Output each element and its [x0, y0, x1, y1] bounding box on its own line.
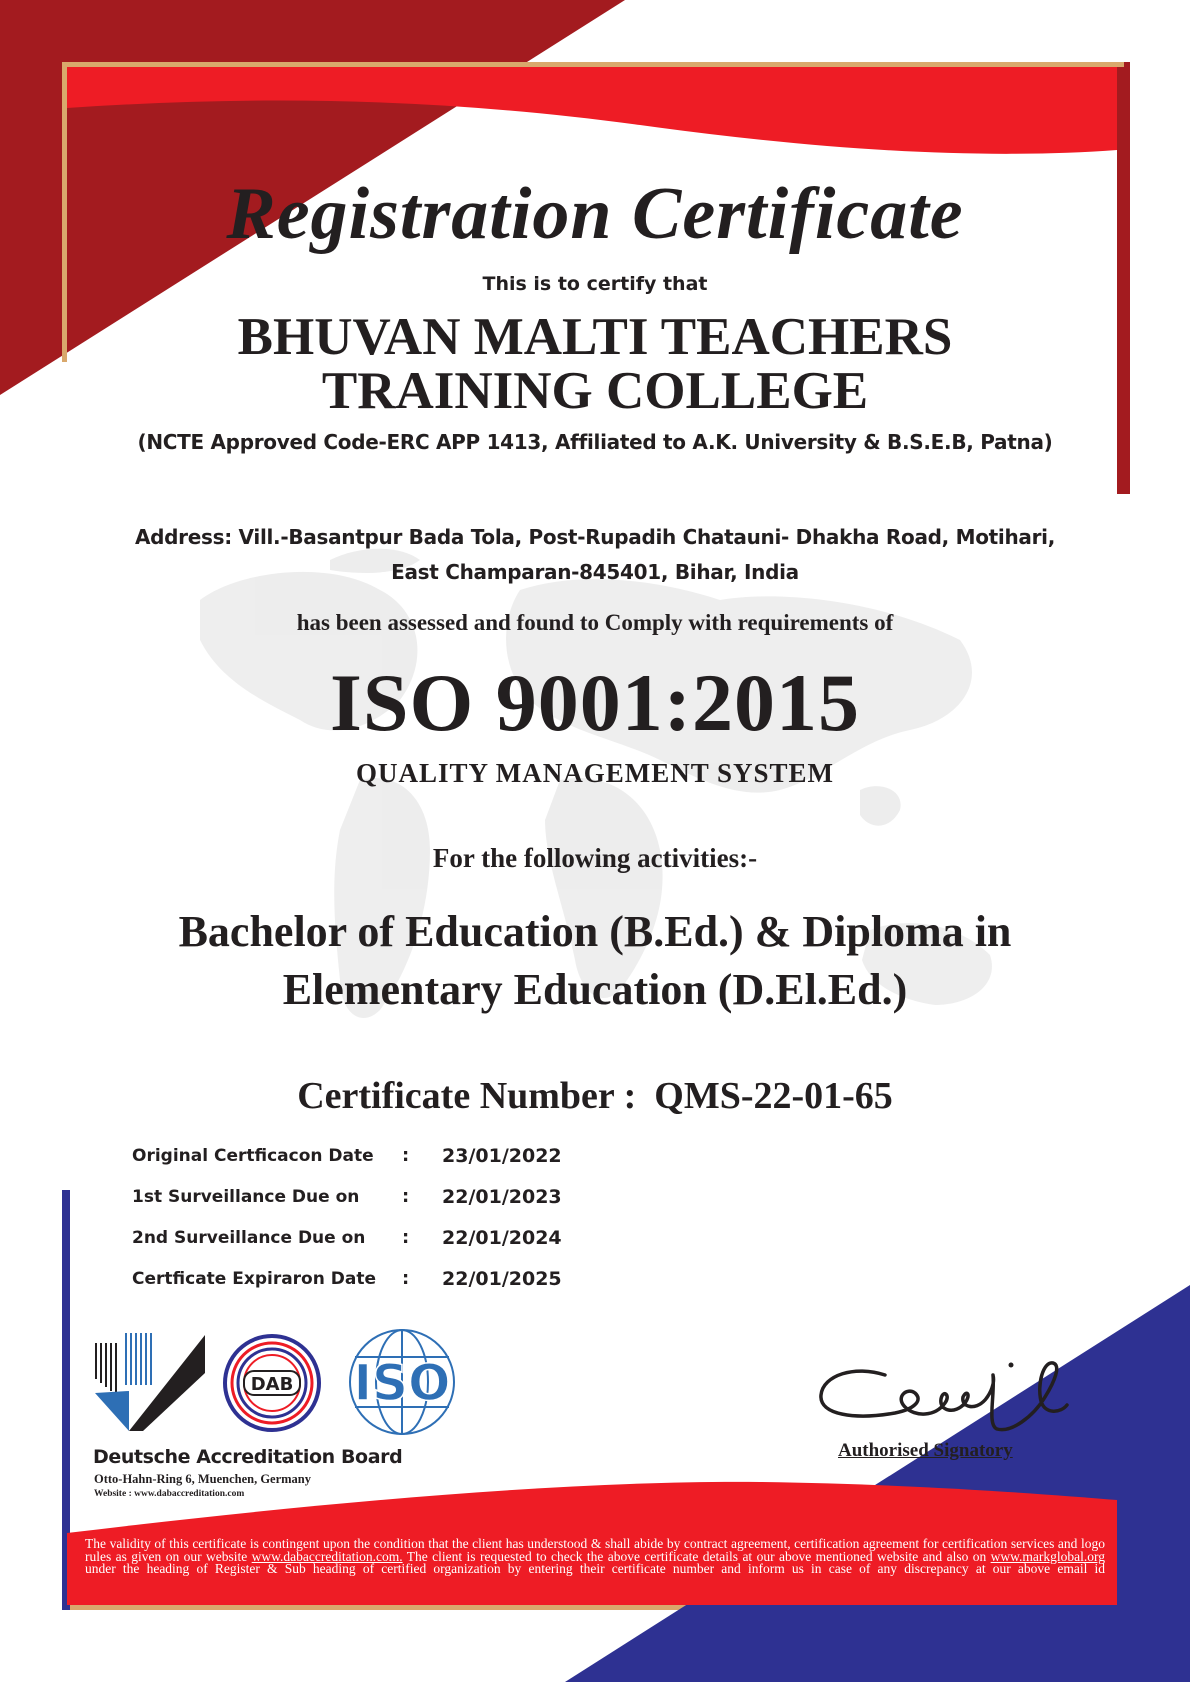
- dab-board-logo-icon: [93, 1333, 208, 1433]
- iso-logo-text: ISO: [353, 1354, 451, 1412]
- certificate-number-value: QMS-22-01-65: [654, 1075, 893, 1117]
- date-row: [132, 1176, 562, 1217]
- disclaimer-text-1: The validity of this certificate is contingent upon the condition that the client has understood & shall abide by contract agreement, certification agreement for certification services and logo rules as given on our website: [85, 1536, 1105, 1564]
- signature-image: [815, 1345, 1080, 1445]
- accreditation-website: Website : www.dabaccreditation.com: [94, 1489, 245, 1499]
- date-row: [132, 1258, 562, 1299]
- activities: [0, 903, 1190, 1019]
- date-row: [132, 1135, 562, 1176]
- authorised-signatory-label: Authorised Signatory: [838, 1440, 1013, 1461]
- organization-name: [0, 310, 1190, 418]
- date-value: 22/01/2024: [442, 1226, 562, 1249]
- dates-table: [132, 1135, 562, 1299]
- date-label: Original Certficacon Date: [132, 1145, 374, 1166]
- dab-seal-logo: [222, 1333, 322, 1433]
- date-separator: :: [402, 1186, 410, 1207]
- markglobal-website-link[interactable]: www.markglobal.org: [990, 1548, 1105, 1564]
- address-line1: Address: Vill.-Basantpur Bada Tola, Post-Rupadih Chatauni- Dhakha Road, Motihari,: [134, 525, 1056, 549]
- activities-heading: For the following activities:-: [432, 843, 758, 873]
- date-value: 22/01/2025: [442, 1267, 562, 1290]
- organization-name-line1: BHUVAN MALTI TEACHERS: [237, 308, 953, 366]
- date-label: Certficate Expiraron Date: [132, 1268, 376, 1289]
- certify-line: This is to certify that: [482, 273, 708, 295]
- date-separator: :: [402, 1145, 410, 1166]
- dab-website-link[interactable]: www.dabaccreditation.com.: [251, 1548, 403, 1564]
- validity-disclaimer: [85, 1538, 1105, 1576]
- date-label: 1st Surveillance Due on: [132, 1186, 360, 1207]
- date-value: 23/01/2022: [442, 1144, 562, 1167]
- date-separator: :: [402, 1227, 410, 1248]
- address: [0, 520, 1190, 590]
- approval-line: (NCTE Approved Code-ERC APP 1413, Affiliated to A.K. University & B.S.E.B, Patna): [137, 430, 1053, 454]
- date-label: 2nd Surveillance Due on: [132, 1227, 366, 1248]
- activities-line1: Bachelor of Education (B.Ed.) & Diploma in: [178, 907, 1012, 956]
- accreditation-name: Deutsche Accreditation Board: [93, 1446, 403, 1468]
- dab-seal-text: DAB: [250, 1374, 294, 1395]
- certificate-number-label: Certificate Number :: [297, 1075, 637, 1117]
- certificate-number: [0, 1074, 1190, 1118]
- disclaimer-text-3: under the heading of Register & Sub heading of certified organization by entering their certificate number and inform us in case of any discrepancy at our above email id: [85, 1561, 1105, 1576]
- address-line2: East Champaran-845401, Bihar, India: [391, 560, 799, 584]
- system-name: QUALITY MANAGEMENT SYSTEM: [355, 758, 835, 788]
- iso-logo: [335, 1327, 470, 1437]
- date-separator: :: [402, 1268, 410, 1289]
- date-value: 22/01/2023: [442, 1185, 562, 1208]
- certificate-title: Registration Certificate: [226, 173, 964, 255]
- standard-title: ISO 9001:2015: [329, 657, 861, 748]
- assessed-text: has been assessed and found to Comply with requirements of: [296, 610, 894, 635]
- organization-name-line2: TRAINING COLLEGE: [321, 362, 869, 420]
- date-row: [132, 1217, 562, 1258]
- accreditation-address: Otto-Hahn-Ring 6, Muenchen, Germany: [94, 1472, 312, 1486]
- activities-line2: Elementary Education (D.El.Ed.): [282, 965, 908, 1014]
- disclaimer-text-2: The client is requested to check the above certificate details at our above mentioned website and also on: [402, 1548, 991, 1564]
